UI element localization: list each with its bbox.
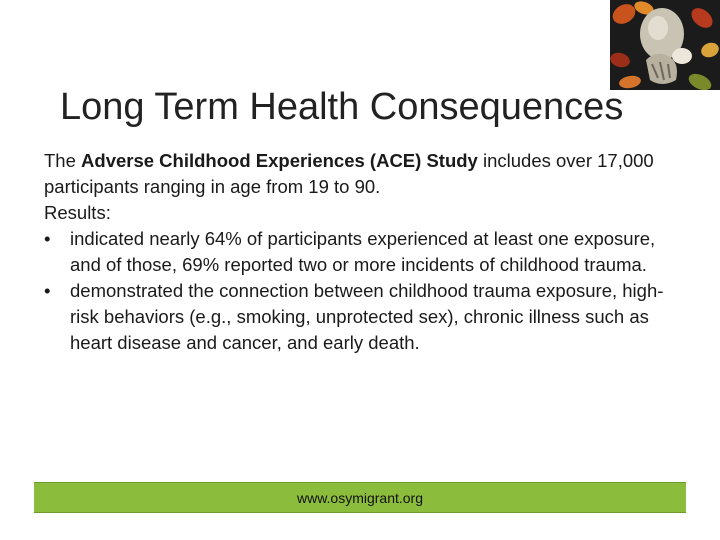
intro-prefix: The <box>44 150 82 171</box>
bullet-icon: • <box>44 280 51 301</box>
bullet-icon: • <box>44 228 51 249</box>
list-item <box>44 226 684 278</box>
list-item <box>44 278 684 356</box>
corner-collage-image <box>610 0 720 90</box>
bullet-text: demonstrated the connection between childhood trauma exposure, high-risk behaviors (e.g., smoking, unprotected sex), chronic illness such as heart disease and cancer, and early death. <box>70 280 664 353</box>
footer-url-link[interactable]: www.osymigrant.org <box>296 489 424 506</box>
results-label: Results: <box>44 202 111 223</box>
study-name: Adverse Childhood Experiences (ACE) Study <box>81 150 478 171</box>
results-list <box>44 226 684 356</box>
slide-title: Long Term Health Consequences <box>60 86 624 128</box>
slide-body <box>44 148 684 356</box>
intro-suffix: includes over 17,000 participants ranging in age from 19 to 90. <box>44 150 654 197</box>
footer-bar <box>34 482 686 513</box>
bullet-text: indicated nearly 64% of participants experienced at least one exposure, and of those, 69% reported two or more incidents of childhood trauma. <box>70 228 656 275</box>
intro-paragraph <box>44 148 684 200</box>
